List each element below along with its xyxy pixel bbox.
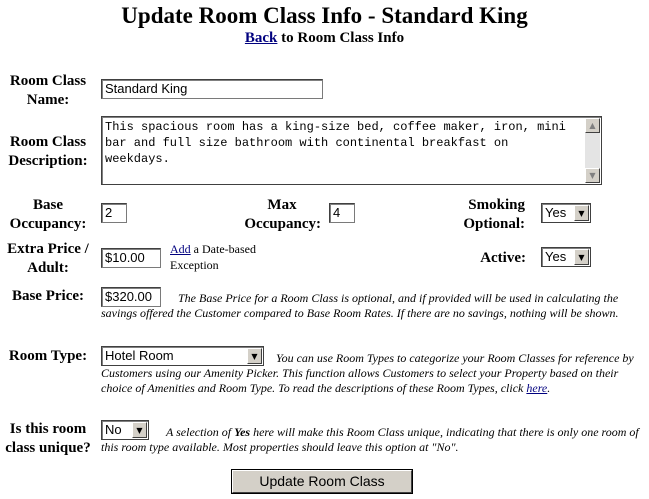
chevron-down-icon[interactable]: ▼ <box>574 249 589 265</box>
description-text: This spacious room has a king-size bed, coffee maker, iron, mini bar and full size bathroom with continental breakfast on weekdays. <box>105 120 566 166</box>
base-occupancy-label: Base Occupancy: <box>9 197 87 232</box>
max-occupancy-label: Max Occupancy: <box>244 197 321 232</box>
room-type-note: You can use Room Types to categorize your Room Classes for reference by Customers using our Amenity Picker. This function allows Customers to select your Property based on their choice of Amenities and Room Type. To read the descriptions of these Room Types, click here. <box>101 351 634 395</box>
extra-price-input[interactable]: $10.00 <box>101 248 161 268</box>
back-suffix: to Room Class Info <box>277 30 405 46</box>
room-class-description-textarea[interactable] <box>101 116 602 185</box>
chevron-down-icon[interactable]: ▼ <box>247 348 262 364</box>
unique-label: Is this room class unique? <box>5 421 91 456</box>
active-label: Active: <box>480 250 526 266</box>
extra-price-label: Extra Price / Adult: <box>7 241 89 276</box>
base-price-label: Base Price: <box>11 288 85 304</box>
room-class-description-label: Room Class Description: <box>8 134 88 169</box>
smoking-optional-label: Smoking Optional: <box>463 197 525 232</box>
scroll-up-icon[interactable]: ▲ <box>585 118 600 133</box>
date-exception-text: Add a Date-based Exception <box>170 242 256 272</box>
base-price-note: The Base Price for a Room Class is optional, and if provided will be used in calculating the savings offered the Customer compared to Base Room Rates. If there are no savings, nothing will be shown. <box>101 291 619 320</box>
back-link[interactable]: Back <box>244 30 278 46</box>
room-types-here-link[interactable]: here <box>526 381 548 395</box>
add-date-exception-link[interactable]: Add <box>170 242 191 256</box>
active-select[interactable]: Yes ▼ <box>541 247 591 267</box>
update-room-class-button[interactable]: Update Room Class <box>231 469 413 494</box>
scroll-down-icon[interactable]: ▼ <box>585 168 600 183</box>
page-title: Update Room Class Info - Standard King <box>121 3 528 28</box>
max-occupancy-input[interactable]: 4 <box>329 203 355 223</box>
unique-select[interactable]: No ▼ <box>101 420 149 440</box>
room-type-select[interactable]: Hotel Room ▼ <box>101 346 264 366</box>
room-class-name-label: Room Class Name: <box>9 73 87 108</box>
base-price-input[interactable]: $320.00 <box>101 287 161 307</box>
back-line <box>0 30 649 47</box>
chevron-down-icon[interactable]: ▼ <box>132 422 147 438</box>
room-class-name-input[interactable]: Standard King <box>101 79 323 99</box>
room-type-label: Room Type: <box>8 348 88 364</box>
unique-note: A selection of Yes here will make this Room Class unique, indicating that there is only one room of this room type available. Most properties should leave this option at "No". <box>101 425 639 454</box>
smoking-optional-select[interactable]: Yes ▼ <box>541 203 591 223</box>
description-scrollbar[interactable] <box>585 118 600 183</box>
base-occupancy-input[interactable]: 2 <box>101 203 127 223</box>
chevron-down-icon[interactable]: ▼ <box>574 205 589 221</box>
